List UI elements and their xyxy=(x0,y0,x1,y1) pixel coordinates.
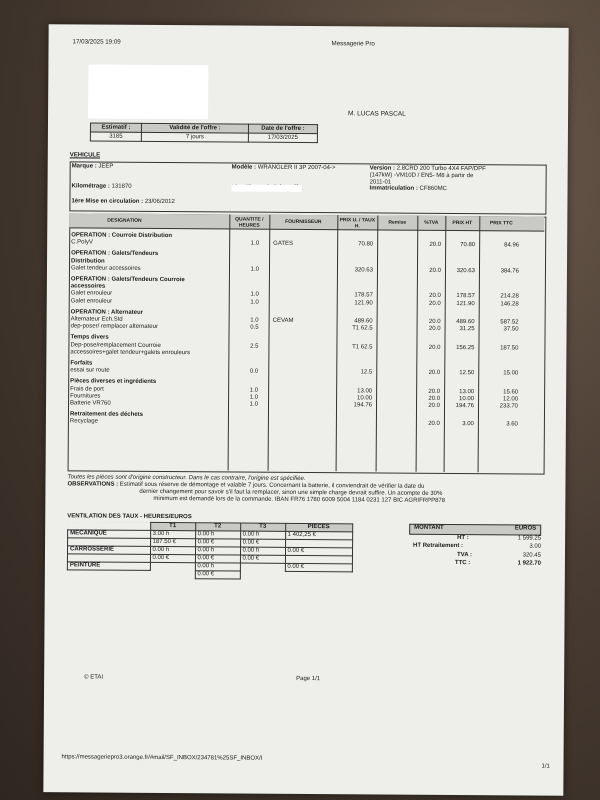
vehicle-version: Version : 2.8CRD 200 Turbo 4X4 FAP/DPF (147kW) -VM10D / EN5- M8 à partir de 2011-01 xyxy=(369,165,486,186)
item-unit-price: 178.57 xyxy=(354,292,373,299)
estimate-number: 3185 xyxy=(90,132,141,141)
operation-title: Forfaits xyxy=(70,360,93,367)
item-unit-price: 13.00 xyxy=(357,387,373,395)
date-header: Date de l'offre : xyxy=(248,124,317,133)
estimate-box xyxy=(90,122,318,143)
totals-box xyxy=(409,524,541,569)
print-app-title: Messagerie Pro xyxy=(331,40,375,48)
total-ttc: TTC : 1 922.70 xyxy=(454,560,541,567)
item-unit-price: T1 62.5 xyxy=(352,325,373,332)
vehicle-model: Modèle : WRANGLER II 3P 2007-04-> xyxy=(231,164,336,172)
validity-header: Validité de l'offre : xyxy=(141,123,248,133)
item-price-ht: 320.63 xyxy=(456,267,475,274)
item-vat: 20.0 xyxy=(428,370,441,377)
item-price-ttc: 15.00 xyxy=(503,370,519,377)
offer-date: 17/03/2025 xyxy=(248,133,317,142)
item-vat: 20.0 xyxy=(429,300,441,307)
item-price-ht: 70.80 xyxy=(460,242,476,249)
th-discount: Remise xyxy=(388,219,407,226)
printed-page xyxy=(43,24,568,796)
item-price-ttc: 384.76 xyxy=(500,268,519,275)
vent-cell: 0.00 h xyxy=(240,547,285,555)
item-price-ttc: 233.70 xyxy=(499,403,519,410)
footer-print-page: 1/1 xyxy=(541,763,550,770)
vent-cell: 0.00 h xyxy=(195,547,240,555)
vent-col-pieces: PIECES xyxy=(285,523,352,531)
item-vat: 20.0 xyxy=(428,402,441,409)
item-price-ttc: 15.60 xyxy=(503,388,519,396)
totals-header-left: MONTANT xyxy=(414,524,444,531)
item-unit-price: T1 62.5 xyxy=(352,343,373,351)
item-supplier: GATES xyxy=(273,240,294,248)
item-designation: accessoires+galet tendeur+galets enrouleurs xyxy=(70,349,191,356)
total-tva: TVA : 320.45 xyxy=(456,551,542,559)
item-quantity: 0.5 xyxy=(250,324,259,331)
item-quantity: 1.0 xyxy=(249,394,259,401)
redacted-admin-id xyxy=(232,184,302,191)
item-price-ttc: 146.28 xyxy=(500,300,519,308)
item-price-ttc: 587.52 xyxy=(500,319,519,326)
item-price-ttc: 214.28 xyxy=(500,293,519,300)
th-price-ht: PRIX HT xyxy=(452,220,473,227)
operation-title: OPERATION : Galets/Tendeurs Courroie xyxy=(70,276,185,284)
item-vat: 20.0 xyxy=(428,318,441,325)
item-price-ht: 13.00 xyxy=(459,388,475,395)
observations: OBSERVATIONS : Estimatif sous réserve de démontage et valable 7 jours. Concernant la batterie, il conviendrait de vérifier la date du dernier changement pour savoir s'il faut la remplacer, sinon une simple charge devrait suffire. Un acompte de 30% minimum est demandé lors de la commande. IBAN FR76 1780 6009 5004 1184 0231 127 BIC AGRIFRPP878 xyxy=(67,481,446,504)
vent-cell: 0.00 h xyxy=(150,546,195,554)
operation-title: Distribution xyxy=(71,257,105,265)
vent-cell: 0.00 € xyxy=(240,555,285,563)
item-unit-price: 489.60 xyxy=(354,318,373,325)
operation-title: OPERATION : Alternateur xyxy=(70,309,144,316)
item-supplier: CEVAM xyxy=(272,317,294,324)
vent-cell: 0.00 h xyxy=(240,531,285,539)
item-quantity: 1.0 xyxy=(250,292,259,299)
item-price-ht: 178.57 xyxy=(456,293,475,300)
item-price-ttc: 12.00 xyxy=(503,396,519,403)
item-designation: Galet enrouleur xyxy=(70,290,113,298)
item-quantity: 1.0 xyxy=(249,387,259,394)
th-price-ttc: PRIX TTC xyxy=(489,220,513,227)
item-vat: 20.0 xyxy=(428,326,441,333)
item-designation: C.PolyV xyxy=(71,239,93,246)
print-datetime: 17/03/2025 19:09 xyxy=(72,38,121,46)
vent-cell: 0.00 € xyxy=(195,555,240,563)
vehicle-brand: Marque : JEEP xyxy=(71,163,114,170)
item-quantity: 0.0 xyxy=(249,368,259,375)
item-price-ht: 194.76 xyxy=(455,403,475,410)
item-price-ht: 12.50 xyxy=(459,370,475,377)
item-price-ht: 3.00 xyxy=(462,421,474,428)
item-price-ht: 156.25 xyxy=(456,344,475,351)
vent-cell xyxy=(240,571,285,579)
operation-title: Pièces diverses et ingrédients xyxy=(70,378,157,386)
item-designation: Dep-pose/remplacement Courroie xyxy=(70,341,161,349)
item-vat: 20.0 xyxy=(428,421,440,428)
customer-name: M. LUCAS PASCAL xyxy=(348,110,406,118)
vent-cell: 0.00 h xyxy=(195,563,240,571)
footer-copyright: © ETAI xyxy=(84,674,104,681)
item-unit-price: 194.76 xyxy=(353,402,373,409)
item-designation: Fournitures xyxy=(70,393,101,400)
redacted-block xyxy=(88,64,208,119)
th-unit-price: PRIX U. / TAUX H. xyxy=(339,217,376,230)
item-vat: 20.0 xyxy=(429,293,441,300)
footer-page: Page 1/1 xyxy=(296,675,321,683)
operation-title: OPERATION : Galets/Tendeurs xyxy=(71,250,159,258)
vent-cell: 0.00 € xyxy=(150,554,195,562)
item-unit-price: 12.5 xyxy=(360,369,373,376)
item-designation: Recyclage xyxy=(69,418,98,425)
th-designation: DESIGNATION xyxy=(107,217,142,224)
vent-col-t1: T1 xyxy=(150,522,195,530)
origin-note: Toutes les pièces sont d'origine constructeur. Dans le cas contraire, l'origine est spécifiée. xyxy=(67,474,306,482)
item-unit-price: 70.80 xyxy=(358,241,374,248)
vent-cell: 0.00 € xyxy=(285,563,352,571)
vent-cell: 0.00 € xyxy=(240,539,285,547)
item-designation: Frais de port xyxy=(70,385,104,393)
total-ht: HT : 1 599.25 xyxy=(457,534,542,542)
item-vat: 20.0 xyxy=(428,395,441,402)
item-vat: 20.0 xyxy=(428,388,441,395)
item-quantity: 1.0 xyxy=(250,299,259,306)
item-designation: Alternateur Ech.Std xyxy=(70,316,123,323)
item-designation: Galet enrouleur xyxy=(70,297,113,305)
item-price-ht: 10.00 xyxy=(459,395,475,402)
vent-cell: 0.00 h xyxy=(195,531,240,539)
ventilation-table xyxy=(67,521,353,580)
vent-cell: 0.00 € xyxy=(195,571,240,579)
vent-row-label-empty xyxy=(67,570,150,579)
total-retraitement: HT Retraitement : 3.00 xyxy=(413,542,542,550)
item-quantity: 1.0 xyxy=(249,401,259,408)
item-quantity: 1.0 xyxy=(250,266,260,273)
item-price-ht: 489.60 xyxy=(456,319,475,326)
item-designation: dep-poser/ remplacer alternateur xyxy=(70,323,158,331)
vent-row-label: MECANIQUE xyxy=(68,530,151,539)
vehicle-first-registration: 1ère Mise en circulation : 23/06/2012 xyxy=(71,198,175,206)
item-price-ttc: 187.50 xyxy=(500,344,519,352)
item-designation: Galet tendeur accessoires xyxy=(70,265,141,272)
vent-cell: 0.00 € xyxy=(195,539,240,547)
operation-title: Retraitement des déchets xyxy=(69,411,144,419)
vent-cell: 187.50 € xyxy=(150,538,195,546)
footer-url: https://messageriepro3.orange.fr/#mail/SF_INBOX/234781%25SF_INBOX/I xyxy=(61,754,263,762)
vehicle-plate: Immatriculation : CF860MC xyxy=(369,185,447,192)
item-price-ht: 31.25 xyxy=(459,326,475,333)
estimate-header: Estimatif : xyxy=(90,123,141,132)
vent-cell xyxy=(150,570,195,578)
item-quantity: 1.0 xyxy=(250,317,259,324)
item-price-ttc: 84.96 xyxy=(504,242,520,249)
validity-value: 7 jours xyxy=(141,132,248,142)
item-vat: 20.0 xyxy=(428,344,441,351)
vent-cell: 0.00 € xyxy=(285,547,352,555)
th-supplier: FOURNISSEUR xyxy=(285,218,322,226)
operation-title: accessoires xyxy=(70,283,106,290)
item-vat: 20.0 xyxy=(429,242,442,249)
item-vat: 20.0 xyxy=(429,267,441,274)
item-price-ttc: 37.50 xyxy=(503,326,519,333)
vent-cell: 3.00 h xyxy=(150,530,195,538)
operation-title: OPERATION : Courroie Distribution xyxy=(71,232,173,240)
item-price-ttc: 3.60 xyxy=(506,421,518,428)
vehicle-mileage: Kilométrage : 131870 xyxy=(71,183,132,190)
item-price-ht: 121.90 xyxy=(456,300,475,307)
totals-header-right: EUROS xyxy=(514,525,537,532)
item-quantity: 2.5 xyxy=(250,343,259,350)
vent-col-t2: T2 xyxy=(195,523,240,531)
operation-title: Temps divers xyxy=(70,334,109,342)
vent-cell xyxy=(285,571,352,579)
th-vat: %TVA xyxy=(424,219,439,226)
vehicle-title: VEHICULE xyxy=(69,152,101,159)
item-designation: essai sur route xyxy=(70,367,110,374)
ventilation-title: VENTILATION DES TAUX - HEURES/EUROS xyxy=(67,513,192,521)
item-unit-price: 10.00 xyxy=(357,395,373,402)
vent-col-t3: T3 xyxy=(240,523,285,531)
vent-row-label: CARROSSERIE xyxy=(67,546,150,555)
th-quantity: QUANTITE / HEURES xyxy=(235,216,264,229)
vent-cell: 1 402,25 € xyxy=(285,531,352,539)
item-designation: Batterie VR760 xyxy=(70,400,111,407)
vent-row-label: PEINTURE xyxy=(67,562,150,571)
item-quantity: 1.0 xyxy=(250,240,260,247)
item-unit-price: 121.90 xyxy=(354,299,373,307)
item-unit-price: 320.63 xyxy=(354,267,373,274)
